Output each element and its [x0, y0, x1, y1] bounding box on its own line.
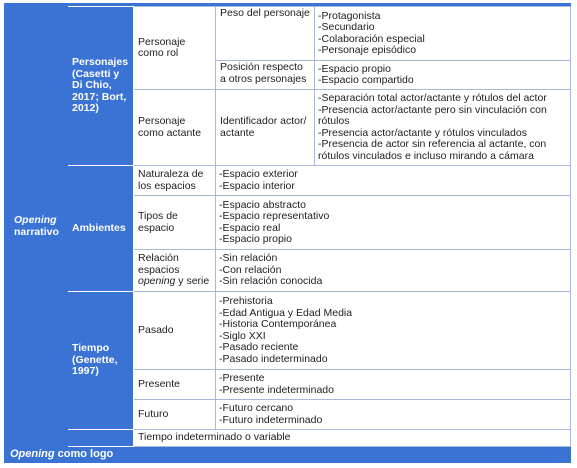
identificador-values [315, 90, 571, 166]
naturaleza-values [216, 166, 571, 196]
opening-como-logo: Opening como logo [10, 448, 114, 460]
posicion-label: Posición respecto a otros personajes [216, 61, 315, 90]
list-item: -Futuro cercano [219, 402, 294, 414]
tiempo-header: Tiempo (Genette, 1997) [68, 292, 134, 430]
opening-narrativo-cell [10, 7, 68, 447]
personajes-header: Personajes (Casetti y Di Chio, 2017; Bort, 2012) [68, 7, 134, 166]
list-item: -Historia Contemporánea [219, 318, 337, 330]
futuro-values [216, 400, 571, 430]
list-item: -Personaje episódico [318, 44, 417, 56]
posicion-values [315, 61, 571, 90]
list-item: -Presencia de actor sin referencia al actante, con rótulos vinculados e incluso mirando a cámara [318, 138, 547, 162]
table-panel [9, 6, 571, 446]
peso-personaje-label: Peso del personaje [216, 7, 315, 61]
list-item: -Pasado indeterminado [219, 352, 328, 365]
tipos-values [216, 196, 571, 250]
list-item: -Edad Antigua y Edad Media [219, 306, 353, 319]
relacion-values [216, 250, 571, 292]
list-item: -Siglo XXI [219, 329, 266, 342]
opening-word: Opening [14, 214, 57, 226]
identificador-label: Identificador actor/ actante [216, 90, 315, 166]
pasado-values [216, 292, 571, 370]
list-item: -Presencia actor/actante y rótulos vinculados [318, 126, 527, 139]
list-item: -Prehistoria [219, 295, 273, 307]
narrativo-word: narrativo [14, 225, 59, 238]
presente-values [216, 370, 571, 400]
list-item: -Espacio interior [219, 179, 295, 192]
list-item: -Secundario [318, 21, 375, 33]
list-item: -Espacio real [219, 221, 281, 234]
naturaleza-label: Naturaleza de los espacios [134, 166, 216, 196]
list-item: -Espacio propio [219, 233, 292, 245]
list-item: -Espacio exterior [219, 168, 298, 180]
list-item: -Presencia actor/actante pero sin vinculación con rótulos [318, 103, 547, 127]
list-item: -Futuro indeterminado [219, 413, 323, 426]
tiempo-indeterminado: Tiempo indeterminado o variable [134, 430, 571, 447]
list-item: -Presente [219, 372, 265, 384]
tipos-label: Tipos de espacio [134, 196, 216, 250]
list-item: -Separación total actor/actante y rótulos del actor [318, 92, 547, 104]
list-item: -Sin relación [219, 252, 278, 265]
list-item: -Protagonista [318, 9, 381, 22]
futuro-label: Futuro [134, 400, 216, 430]
list-item: -Espacio representativo [219, 210, 330, 222]
list-item: -Colaboración especial [318, 32, 425, 45]
list-item: -Espacio abstracto [219, 198, 306, 211]
list-item: -Espacio compartido [318, 74, 414, 86]
list-item: -Con relación [219, 263, 282, 276]
ambientes-header: Ambientes [68, 166, 134, 292]
tiempo-spacer [68, 430, 134, 447]
pasado-label: Pasado [134, 292, 216, 370]
personaje-actante-label: Personaje como actante [134, 90, 216, 166]
peso-values [315, 7, 571, 61]
list-item: -Presente indeterminado [219, 383, 334, 396]
presente-label: Presente [134, 370, 216, 400]
personaje-rol-label: Personaje como rol [134, 7, 216, 90]
list-item: -Sin relación conocida [219, 275, 323, 288]
relacion-label: Relación espacios opening y serie [134, 250, 216, 292]
classification-table [9, 6, 571, 447]
list-item: -Pasado reciente [219, 341, 299, 353]
list-item: -Espacio propio [318, 62, 391, 75]
